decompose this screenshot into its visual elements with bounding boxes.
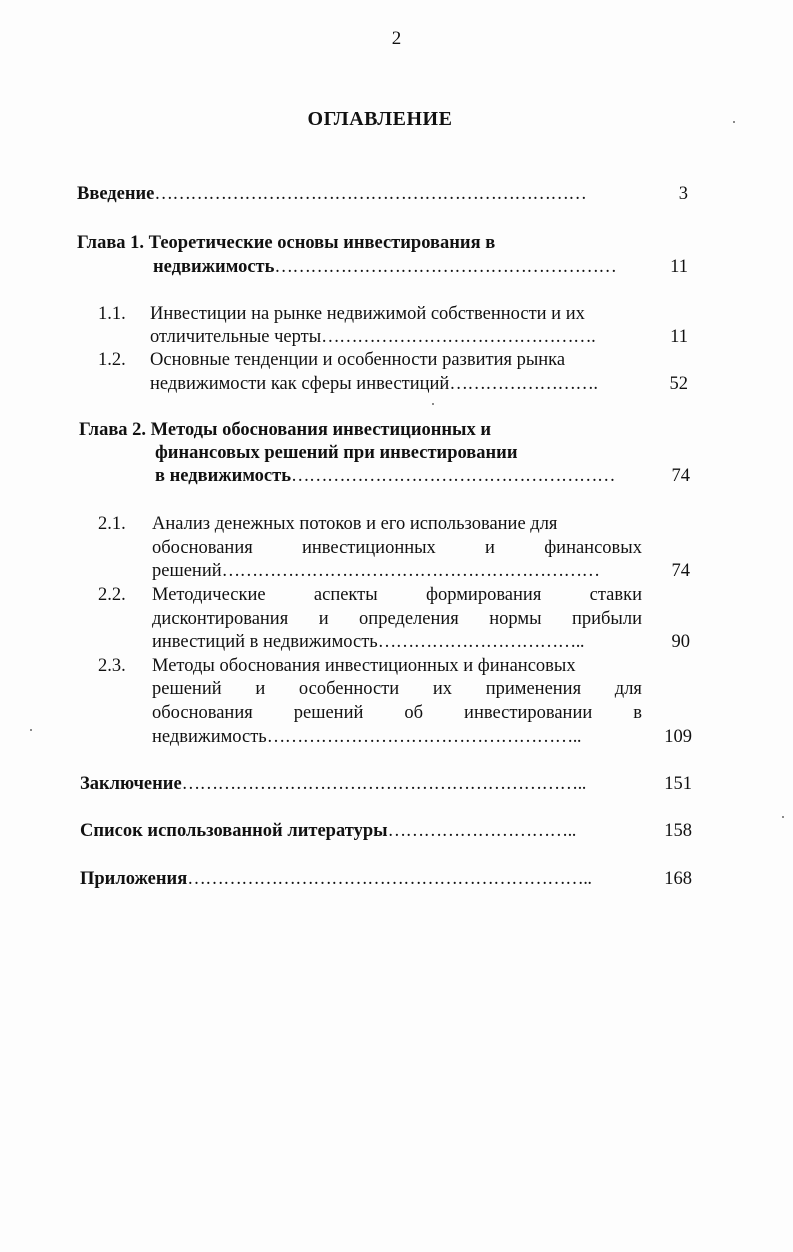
scan-speck — [30, 729, 32, 731]
section-2-2-line2 — [152, 607, 642, 631]
leader-dots: ……………………. — [449, 374, 598, 394]
leader-dots: ……………………………………………… — [291, 466, 616, 486]
toc-entry-section-2-1 — [152, 559, 600, 583]
word: инвестировании — [464, 703, 593, 723]
word: нормы — [489, 609, 542, 629]
toc-title: ОГЛАВЛЕНИЕ — [307, 108, 453, 130]
section-2-2-line1 — [152, 583, 642, 607]
section-1-1-line1: Инвестиции на рынке недвижимой собственности и их — [150, 304, 585, 324]
word: аспекты — [313, 585, 378, 605]
section-2-3-line3 — [152, 701, 642, 725]
word: ставки — [589, 585, 642, 605]
section-number: 2.1. — [98, 514, 126, 534]
scan-speck — [782, 816, 784, 818]
leader-dots: ………………………….. — [387, 821, 576, 841]
toc-entry-conclusion — [80, 772, 586, 796]
word: и — [255, 679, 266, 699]
word: инвестиционных — [301, 538, 436, 558]
entry-page: 151 — [664, 774, 692, 794]
entry-page: 11 — [670, 327, 688, 347]
entry-page: 52 — [669, 374, 688, 394]
scan-speck — [733, 121, 735, 123]
word: решений — [152, 679, 222, 699]
toc-entry-references — [80, 819, 576, 843]
word: и — [485, 538, 495, 558]
toc-entry-section-2-2 — [152, 630, 584, 654]
word: их — [432, 679, 453, 699]
entry-label: Приложения — [80, 869, 188, 889]
chapter2-title-line3: в недвижимость — [155, 466, 292, 486]
toc-entry-chapter1 — [153, 255, 616, 279]
entry-label: Заключение — [80, 774, 182, 794]
section-1-2-line2: недвижимости как сферы инвестиций — [150, 374, 450, 394]
section-1-1-line2: отличительные черты — [150, 327, 322, 347]
leader-dots: ………………………………………………… — [274, 257, 617, 277]
scan-speck — [432, 403, 434, 405]
chapter1-title-line1: Глава 1. Теоретические основы инвестирования в — [77, 233, 496, 253]
word: особенности — [298, 679, 400, 699]
entry-page: 158 — [664, 821, 692, 841]
chapter1-title-line2: недвижимость — [153, 257, 275, 277]
section-number: 2.3. — [98, 656, 126, 676]
section-number: 2.2. — [98, 585, 126, 605]
word: финансовых — [544, 538, 642, 558]
leader-dots: …………………………….. — [377, 632, 584, 652]
page-number: 2 — [391, 28, 402, 49]
word: Методические — [152, 585, 266, 605]
entry-page: 11 — [670, 257, 688, 277]
leader-dots: ……………………………………………………… — [221, 561, 600, 581]
section-2-1-line3: решений — [152, 561, 222, 581]
word: обоснования — [152, 703, 253, 723]
toc-entry-chapter2 — [155, 464, 615, 488]
section-2-3-line1: Методы обоснования инвестиционных и финансовых — [152, 656, 576, 676]
chapter2-title-line2: финансовых решений при инвестировании — [155, 443, 518, 463]
toc-entry-section-1-1 — [150, 325, 595, 349]
section-1-2-line1: Основные тенденции и особенности развития рынка — [150, 350, 566, 370]
section-2-1-line1: Анализ денежных потоков и его использование для — [152, 514, 558, 534]
word: об — [404, 703, 424, 723]
toc-entry-section-2-3 — [152, 725, 581, 749]
entry-page: 168 — [664, 869, 692, 889]
section-number: 1.1. — [98, 304, 126, 324]
section-2-3-line2 — [152, 677, 642, 701]
word: обоснования — [152, 538, 253, 558]
word: для — [614, 679, 642, 699]
word: определения — [359, 609, 459, 629]
entry-page: 109 — [664, 727, 692, 747]
word: в — [633, 703, 642, 723]
word: и — [318, 609, 329, 629]
word: прибыли — [571, 609, 642, 629]
entry-page: 74 — [671, 466, 690, 486]
entry-page: 3 — [678, 184, 688, 204]
word: применения — [485, 679, 582, 699]
section-number: 1.2. — [98, 350, 126, 370]
word: формирования — [426, 585, 542, 605]
entry-label: Введение — [77, 184, 155, 204]
entry-label: Список использованной литературы — [80, 821, 388, 841]
leader-dots: ……………………………………………………………… — [154, 184, 587, 204]
leader-dots: ………………………………………. — [321, 327, 596, 347]
leader-dots: ………………………………………………………….. — [181, 774, 586, 794]
toc-entry-section-1-2 — [150, 372, 597, 396]
toc-entry-intro — [77, 182, 586, 206]
leader-dots: …………………………………………….. — [266, 727, 581, 747]
word: решений — [293, 703, 364, 723]
chapter2-title-line1: Глава 2. Методы обоснования инвестиционных и — [79, 420, 492, 440]
entry-page: 74 — [671, 561, 690, 581]
entry-page: 90 — [671, 632, 690, 652]
word: дисконтирования — [152, 609, 289, 629]
section-2-2-line3: инвестиций в недвижимость — [152, 632, 378, 652]
leader-dots: ………………………………………………………….. — [187, 869, 592, 889]
section-2-1-line2 — [152, 536, 642, 560]
toc-entry-appendix — [80, 867, 591, 891]
section-2-3-line4: недвижимость — [152, 727, 267, 747]
